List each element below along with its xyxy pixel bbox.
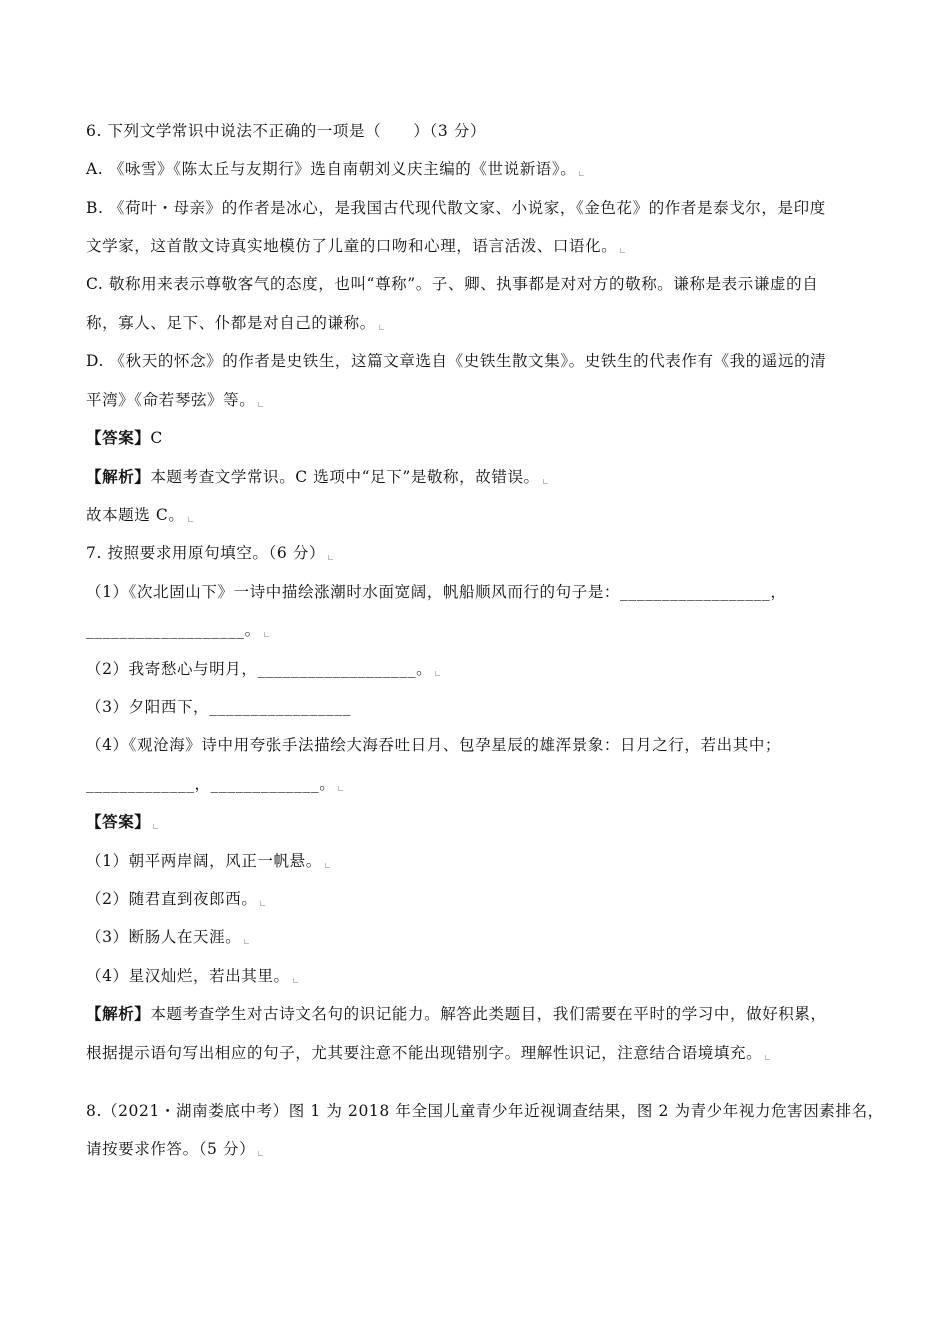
q6-option-b-line1: B. 《荷叶・母亲》的作者是冰心，是我国古代现代散文家、小说家，《金色花》的作者是泰戈尔，是印度 xyxy=(86,199,826,217)
paragraph-mark-icon xyxy=(543,479,548,484)
paragraph-mark-icon xyxy=(338,786,343,791)
q7-answer-3: （3）断肠人在天涯。 xyxy=(86,927,866,947)
q6-option-b-line2: 文学家，这首散文诗真实地模仿了儿童的口吻和心理，语言活泼、口语化。 xyxy=(86,236,866,256)
paragraph-mark-icon xyxy=(188,517,193,522)
q7-part1-line1: （1）《次北固山下》一诗中描绘涨潮时水面宽阔，帆船顺风而行的句子是：__________________， xyxy=(86,583,787,601)
paragraph-mark-icon xyxy=(379,325,384,330)
analysis-label: 【解析】 xyxy=(86,467,151,486)
q8-stem-line1: 8.（2021・湖南娄底中考）图 1 为 2018 年全国儿童青少年近视调查结果，图 2 为青少年视力危害因素排名， xyxy=(86,1102,884,1120)
paragraph-mark-icon xyxy=(260,901,265,906)
paragraph-mark-icon xyxy=(244,939,249,944)
q7-analysis-line2: 根据提示语句写出相应的句子，尤其要注意不能出现错别字。理解性识记，注意结合语境填充。 xyxy=(86,1043,866,1063)
paragraph-mark-icon xyxy=(325,863,330,868)
q7-answer-1: （1）朝平两岸阔，风正一帆悬。 xyxy=(86,851,866,871)
answer-label: 【答案】 xyxy=(86,428,151,447)
q6-stem: 6. 下列文学常识中说法不正确的一项是（ ）（3 分） xyxy=(86,122,487,140)
q6-option-c-line1: C. 敬称用来表示尊敬客气的态度，也叫“尊称”。子、卿、执事都是对对方的敬称。谦称是表示谦虚的自 xyxy=(86,275,819,293)
q7-part4-line2: _____________，_____________。 xyxy=(86,774,866,794)
answer-value: C xyxy=(150,429,163,447)
q7-part4-line1: （4）《观沧海》诗中用夸张手法描绘大海吞吐日月、包孕星辰的雄浑景象：日月之行，若出其中； xyxy=(86,736,782,754)
paragraph-mark-icon xyxy=(765,1055,770,1060)
paragraph-mark-icon xyxy=(264,632,269,637)
q7-part3: （3）夕阳西下，_________________ xyxy=(86,698,352,716)
q6-option-c-line2: 称，寡人、足下、仆都是对自己的谦称。 xyxy=(86,313,866,333)
paragraph-mark-icon xyxy=(435,671,440,676)
q7-analysis-line1 xyxy=(86,1004,866,1024)
paragraph-mark-icon xyxy=(293,978,298,983)
paragraph-mark-icon xyxy=(258,402,263,407)
q6-option-d-line1: D. 《秋天的怀念》的作者是史铁生，这篇文章选自《史铁生散文集》。史铁生的代表作有《我的遥远的清 xyxy=(86,352,827,370)
q7-answer-4: （4）星汉灿烂，若出其里。 xyxy=(86,966,866,986)
q7-answer-2: （2）随君直到夜郎西。 xyxy=(86,889,866,909)
analysis-label: 【解析】 xyxy=(86,1004,151,1023)
paragraph-mark-icon xyxy=(620,248,625,253)
q6-answer xyxy=(86,428,866,448)
q7-stem: 7. 按照要求用原句填空。（6 分） xyxy=(86,543,866,563)
q7-part2: （2）我寄愁心与明月，___________________。 xyxy=(86,659,866,679)
q7-part1-line2: ___________________。 xyxy=(86,620,866,640)
q6-option-a: A. 《咏雪》《陈太丘与友期行》选自南朝刘义庆主编的《世说新语》。 xyxy=(86,159,866,179)
q8-stem-line2: 请按要求作答。（5 分） xyxy=(86,1139,866,1159)
q6-option-d-line2: 平湾》《命若琴弦》等。 xyxy=(86,390,866,410)
analysis-text: 本题考查文学常识。C 选项中“足下”是敬称，故错误。 xyxy=(150,468,540,486)
paragraph-mark-icon xyxy=(579,171,584,176)
q6-conclusion: 故本题选 C。 xyxy=(86,505,866,525)
q7-answer-label: 【答案】 xyxy=(86,812,866,832)
paragraph-mark-icon xyxy=(153,824,158,829)
paragraph-mark-icon xyxy=(258,1151,263,1156)
analysis-text: 本题考查学生对古诗文名句的识记能力。解答此类题目，我们需要在平时的学习中，做好积累， xyxy=(150,1005,827,1023)
q6-analysis xyxy=(86,467,866,487)
paragraph-mark-icon xyxy=(328,555,333,560)
